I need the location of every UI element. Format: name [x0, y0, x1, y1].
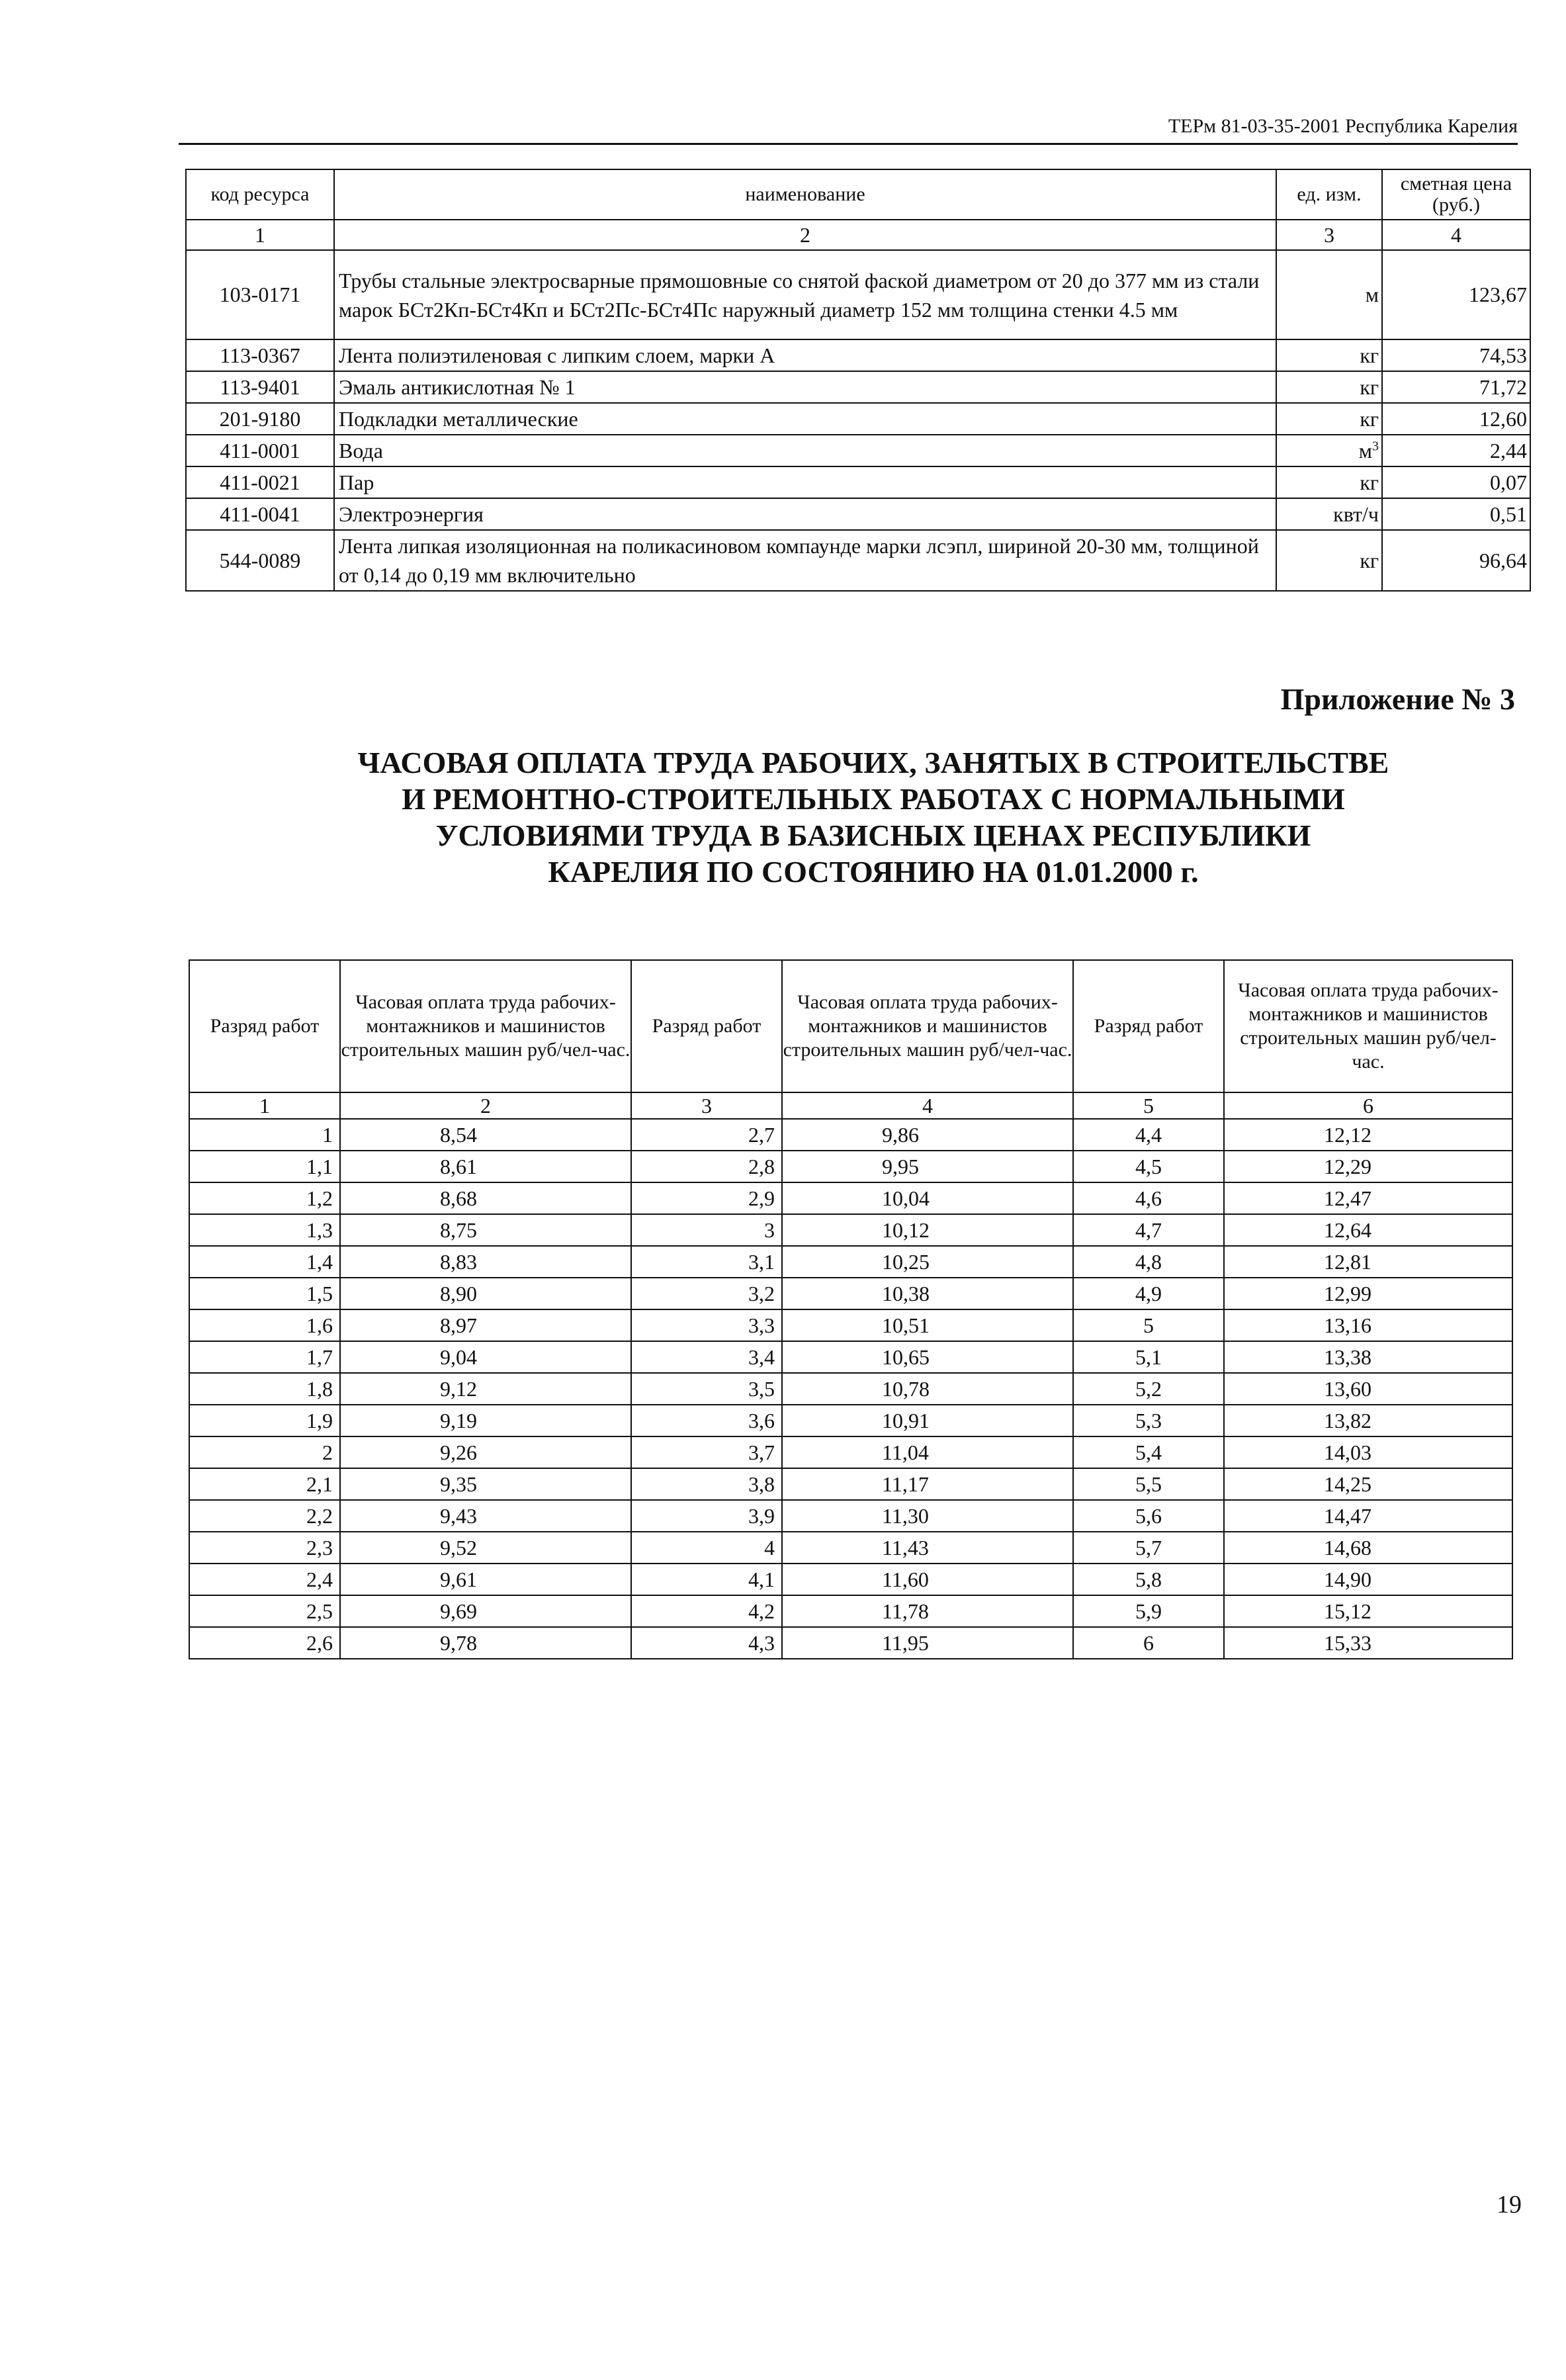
resource-code: 201-9180	[186, 403, 334, 435]
grade-value: 5,5	[1073, 1468, 1224, 1500]
grade-value: 2,5	[189, 1595, 340, 1627]
grade-value: 2,1	[189, 1468, 340, 1500]
grade-value: 5,2	[1073, 1373, 1224, 1405]
pay-value: 10,65	[782, 1341, 1073, 1373]
pay-value: 8,83	[340, 1246, 631, 1278]
pay-header: Часовая оплата труда рабочих-монтажников и машинистов строительных машин руб/чел-час.	[1224, 960, 1512, 1092]
resource-unit: кг	[1276, 339, 1382, 371]
pay-value: 11,04	[782, 1436, 1073, 1468]
grade-value: 1,1	[189, 1151, 340, 1182]
resources-table	[185, 169, 1531, 592]
grade-value: 3	[631, 1214, 782, 1246]
col-number: 2	[334, 220, 1276, 250]
resource-price: 0,07	[1382, 466, 1530, 498]
pay-value: 10,12	[782, 1214, 1073, 1246]
pay-value: 14,25	[1224, 1468, 1512, 1500]
grade-value: 4,5	[1073, 1151, 1224, 1182]
pay-value: 9,86	[782, 1119, 1073, 1151]
resource-unit: кг	[1276, 403, 1382, 435]
col-number: 4	[782, 1092, 1073, 1119]
table-row	[189, 1373, 1512, 1405]
table-row	[189, 1278, 1512, 1309]
grade-value: 1,4	[189, 1246, 340, 1278]
pay-value: 13,38	[1224, 1341, 1512, 1373]
resource-price: 2,44	[1382, 435, 1530, 466]
grade-value: 1	[189, 1119, 340, 1151]
appendix-label: Приложение № 3	[1280, 682, 1515, 716]
grade-value: 1,2	[189, 1182, 340, 1214]
table-row	[189, 1532, 1512, 1564]
pay-value: 14,03	[1224, 1436, 1512, 1468]
pay-value: 11,43	[782, 1532, 1073, 1564]
pay-value: 10,78	[782, 1373, 1073, 1405]
grade-value: 3,5	[631, 1373, 782, 1405]
table-row	[189, 1309, 1512, 1341]
pay-value: 12,47	[1224, 1182, 1512, 1214]
grade-value: 5,7	[1073, 1532, 1224, 1564]
table-row	[186, 250, 1530, 339]
table-row	[186, 466, 1530, 498]
pay-value: 11,78	[782, 1595, 1073, 1627]
grade-value: 3,6	[631, 1405, 782, 1436]
pay-value: 12,99	[1224, 1278, 1512, 1309]
grade-header: Разряд работ	[1073, 960, 1224, 1092]
table-row	[186, 339, 1530, 371]
table-row	[189, 1436, 1512, 1468]
grade-value: 4,6	[1073, 1182, 1224, 1214]
col-number: 1	[186, 220, 334, 250]
table-row	[189, 1500, 1512, 1532]
grade-value: 4,2	[631, 1595, 782, 1627]
pay-value: 11,30	[782, 1500, 1073, 1532]
table-row	[186, 530, 1530, 591]
pay-value: 9,19	[340, 1405, 631, 1436]
resource-code: 411-0001	[186, 435, 334, 466]
resource-code: 113-0367	[186, 339, 334, 371]
grade-value: 4,8	[1073, 1246, 1224, 1278]
grade-value: 1,5	[189, 1278, 340, 1309]
grade-value: 1,8	[189, 1373, 340, 1405]
pay-value: 8,68	[340, 1182, 631, 1214]
grade-header: Разряд работ	[631, 960, 782, 1092]
grade-value: 2,6	[189, 1627, 340, 1659]
pay-value: 10,38	[782, 1278, 1073, 1309]
grade-value: 1,7	[189, 1341, 340, 1373]
resource-unit: кг	[1276, 466, 1382, 498]
col-header-code: код ресурса	[186, 169, 334, 220]
resources-header-row	[186, 169, 1530, 220]
grade-value: 2,4	[189, 1564, 340, 1595]
resource-price: 123,67	[1382, 250, 1530, 339]
grade-value: 5,6	[1073, 1500, 1224, 1532]
col-header-price: сметная цена (руб.)	[1382, 169, 1530, 220]
grade-value: 4,1	[631, 1564, 782, 1595]
grade-value: 5	[1073, 1309, 1224, 1341]
pay-value: 15,33	[1224, 1627, 1512, 1659]
resource-price: 74,53	[1382, 339, 1530, 371]
table-row	[186, 371, 1530, 403]
resource-unit: кг	[1276, 530, 1382, 591]
col-header-name: наименование	[334, 169, 1276, 220]
resource-price: 71,72	[1382, 371, 1530, 403]
unit-text: м	[1358, 438, 1372, 463]
grade-value: 3,9	[631, 1500, 782, 1532]
grade-value: 2,9	[631, 1182, 782, 1214]
grade-value: 1,3	[189, 1214, 340, 1246]
table-row	[189, 1151, 1512, 1182]
resource-code: 544-0089	[186, 530, 334, 591]
pay-value: 12,29	[1224, 1151, 1512, 1182]
table-row	[186, 498, 1530, 530]
wage-table-body	[189, 1119, 1512, 1659]
col-number: 3	[631, 1092, 782, 1119]
resource-unit: м	[1276, 250, 1382, 339]
grade-value: 2,2	[189, 1500, 340, 1532]
grade-value: 3,1	[631, 1246, 782, 1278]
table-row	[189, 1564, 1512, 1595]
pay-value: 9,43	[340, 1500, 631, 1532]
table-row	[189, 1214, 1512, 1246]
wage-rate-table	[189, 959, 1513, 1659]
grade-value: 2,3	[189, 1532, 340, 1564]
section-title: ЧАСОВАЯ ОПЛАТА ТРУДА РАБОЧИХ, ЗАНЯТЫХ В СТРОИТЕЛЬСТВЕ И РЕМОНТНО-СТРОИТЕЛЬНЫХ РАБОТАХ С НОРМАЛЬНЫМИ УСЛОВИЯМИ ТРУДА В БАЗИСНЫХ ЦЕНАХ РЕСПУБЛИКИ КАРЕЛИЯ ПО СОСТОЯНИЮ НА 01.01.2000 г.	[357, 746, 1389, 889]
table-row	[189, 1182, 1512, 1214]
pay-value: 9,78	[340, 1627, 631, 1659]
pay-value: 15,12	[1224, 1595, 1512, 1627]
resource-name: Вода	[334, 435, 1276, 466]
pay-value: 8,54	[340, 1119, 631, 1151]
col-number: 1	[189, 1092, 340, 1119]
grade-header: Разряд работ	[189, 960, 340, 1092]
grade-value: 3,2	[631, 1278, 782, 1309]
resource-unit: квт/ч	[1276, 498, 1382, 530]
pay-value: 13,16	[1224, 1309, 1512, 1341]
grade-value: 3,7	[631, 1436, 782, 1468]
grade-value: 4,3	[631, 1627, 782, 1659]
grade-value: 2	[189, 1436, 340, 1468]
table-row	[189, 1246, 1512, 1278]
pay-value: 9,26	[340, 1436, 631, 1468]
grade-value: 3,8	[631, 1468, 782, 1500]
grade-value: 5,4	[1073, 1436, 1224, 1468]
pay-value: 9,95	[782, 1151, 1073, 1182]
grade-value: 4	[631, 1532, 782, 1564]
pay-value: 9,35	[340, 1468, 631, 1500]
pay-value: 10,04	[782, 1182, 1073, 1214]
pay-value: 9,52	[340, 1532, 631, 1564]
pay-value: 9,61	[340, 1564, 631, 1595]
resources-number-row	[186, 220, 1530, 250]
grade-value: 2,8	[631, 1151, 782, 1182]
table-row	[189, 1595, 1512, 1627]
pay-value: 13,60	[1224, 1373, 1512, 1405]
resource-name: Трубы стальные электросварные прямошовные со снятой фаской диаметром от 20 до 377 мм из стали марок БСт2Кп-БСт4Кп и БСт2Пс-БСт4Пс наружный диаметр 152 мм толщина стенки 4.5 мм	[334, 250, 1276, 339]
pay-value: 8,90	[340, 1278, 631, 1309]
pay-header: Часовая оплата труда рабочих-монтажников и машинистов строительных машин руб/чел-час.	[340, 960, 631, 1092]
grade-value: 5,3	[1073, 1405, 1224, 1436]
pay-value: 10,51	[782, 1309, 1073, 1341]
col-number: 4	[1382, 220, 1530, 250]
pay-value: 11,60	[782, 1564, 1073, 1595]
grade-value: 6	[1073, 1627, 1224, 1659]
col-number: 6	[1224, 1092, 1512, 1119]
resource-name: Эмаль антикислотная № 1	[334, 371, 1276, 403]
col-header-unit: ед. изм.	[1276, 169, 1382, 220]
table-row	[186, 435, 1530, 466]
pay-value: 11,17	[782, 1468, 1073, 1500]
resource-name: Подкладки металлические	[334, 403, 1276, 435]
resource-name: Пар	[334, 466, 1276, 498]
resource-name: Электроэнергия	[334, 498, 1276, 530]
page-number: 19	[1497, 2191, 1522, 2219]
pay-value: 9,04	[340, 1341, 631, 1373]
table-row	[189, 1468, 1512, 1500]
resource-price: 0,51	[1382, 498, 1530, 530]
table-row	[189, 1405, 1512, 1436]
pay-value: 10,25	[782, 1246, 1073, 1278]
pay-value: 10,91	[782, 1405, 1073, 1436]
grade-value: 4,7	[1073, 1214, 1224, 1246]
table-row	[189, 1119, 1512, 1151]
resource-code: 411-0041	[186, 498, 334, 530]
pay-value: 14,47	[1224, 1500, 1512, 1532]
pay-value: 8,97	[340, 1309, 631, 1341]
grade-value: 4,4	[1073, 1119, 1224, 1151]
resource-name: Лента полиэтиленовая с липким слоем, марки А	[334, 339, 1276, 371]
pay-value: 12,64	[1224, 1214, 1512, 1246]
resource-code: 103-0171	[186, 250, 334, 339]
pay-value: 11,95	[782, 1627, 1073, 1659]
resource-code: 113-9401	[186, 371, 334, 403]
grade-value: 4,9	[1073, 1278, 1224, 1309]
col-number: 2	[340, 1092, 631, 1119]
grade-value: 3,3	[631, 1309, 782, 1341]
col-number: 3	[1276, 220, 1382, 250]
pay-value: 12,12	[1224, 1119, 1512, 1151]
resource-price: 12,60	[1382, 403, 1530, 435]
pay-value: 8,75	[340, 1214, 631, 1246]
pay-header: Часовая оплата труда рабочих-монтажников и машинистов строительных машин руб/чел-час.	[782, 960, 1073, 1092]
pay-value: 9,69	[340, 1595, 631, 1627]
resource-price: 96,64	[1382, 530, 1530, 591]
grade-value: 5,8	[1073, 1564, 1224, 1595]
pay-value: 8,61	[340, 1151, 631, 1182]
pay-value: 14,90	[1224, 1564, 1512, 1595]
wage-header-row	[189, 960, 1512, 1092]
table-row	[186, 403, 1530, 435]
grade-value: 5,9	[1073, 1595, 1224, 1627]
wage-number-row	[189, 1092, 1512, 1119]
grade-value: 1,9	[189, 1405, 340, 1436]
resource-unit: кг	[1276, 371, 1382, 403]
grade-value: 1,6	[189, 1309, 340, 1341]
resource-unit-cubic	[1276, 435, 1382, 466]
table-row	[189, 1341, 1512, 1373]
resource-code: 411-0021	[186, 466, 334, 498]
pay-value: 14,68	[1224, 1532, 1512, 1564]
grade-value: 2,7	[631, 1119, 782, 1151]
resource-name: Лента липкая изоляционная на поликасиновом компаунде марки лсэпл, шириной 20-30 мм, толщиной от 0,14 до 0,19 мм включительно	[334, 530, 1276, 591]
grade-value: 5,1	[1073, 1341, 1224, 1373]
pay-value: 13,82	[1224, 1405, 1512, 1436]
col-number: 5	[1073, 1092, 1224, 1119]
table-row	[189, 1627, 1512, 1659]
grade-value: 3,4	[631, 1341, 782, 1373]
pay-value: 9,12	[340, 1373, 631, 1405]
document-header: ТЕРм 81-03-35-2001 Республика Карелия	[179, 115, 1518, 145]
unit-superscript: 3	[1372, 438, 1379, 453]
pay-value: 12,81	[1224, 1246, 1512, 1278]
